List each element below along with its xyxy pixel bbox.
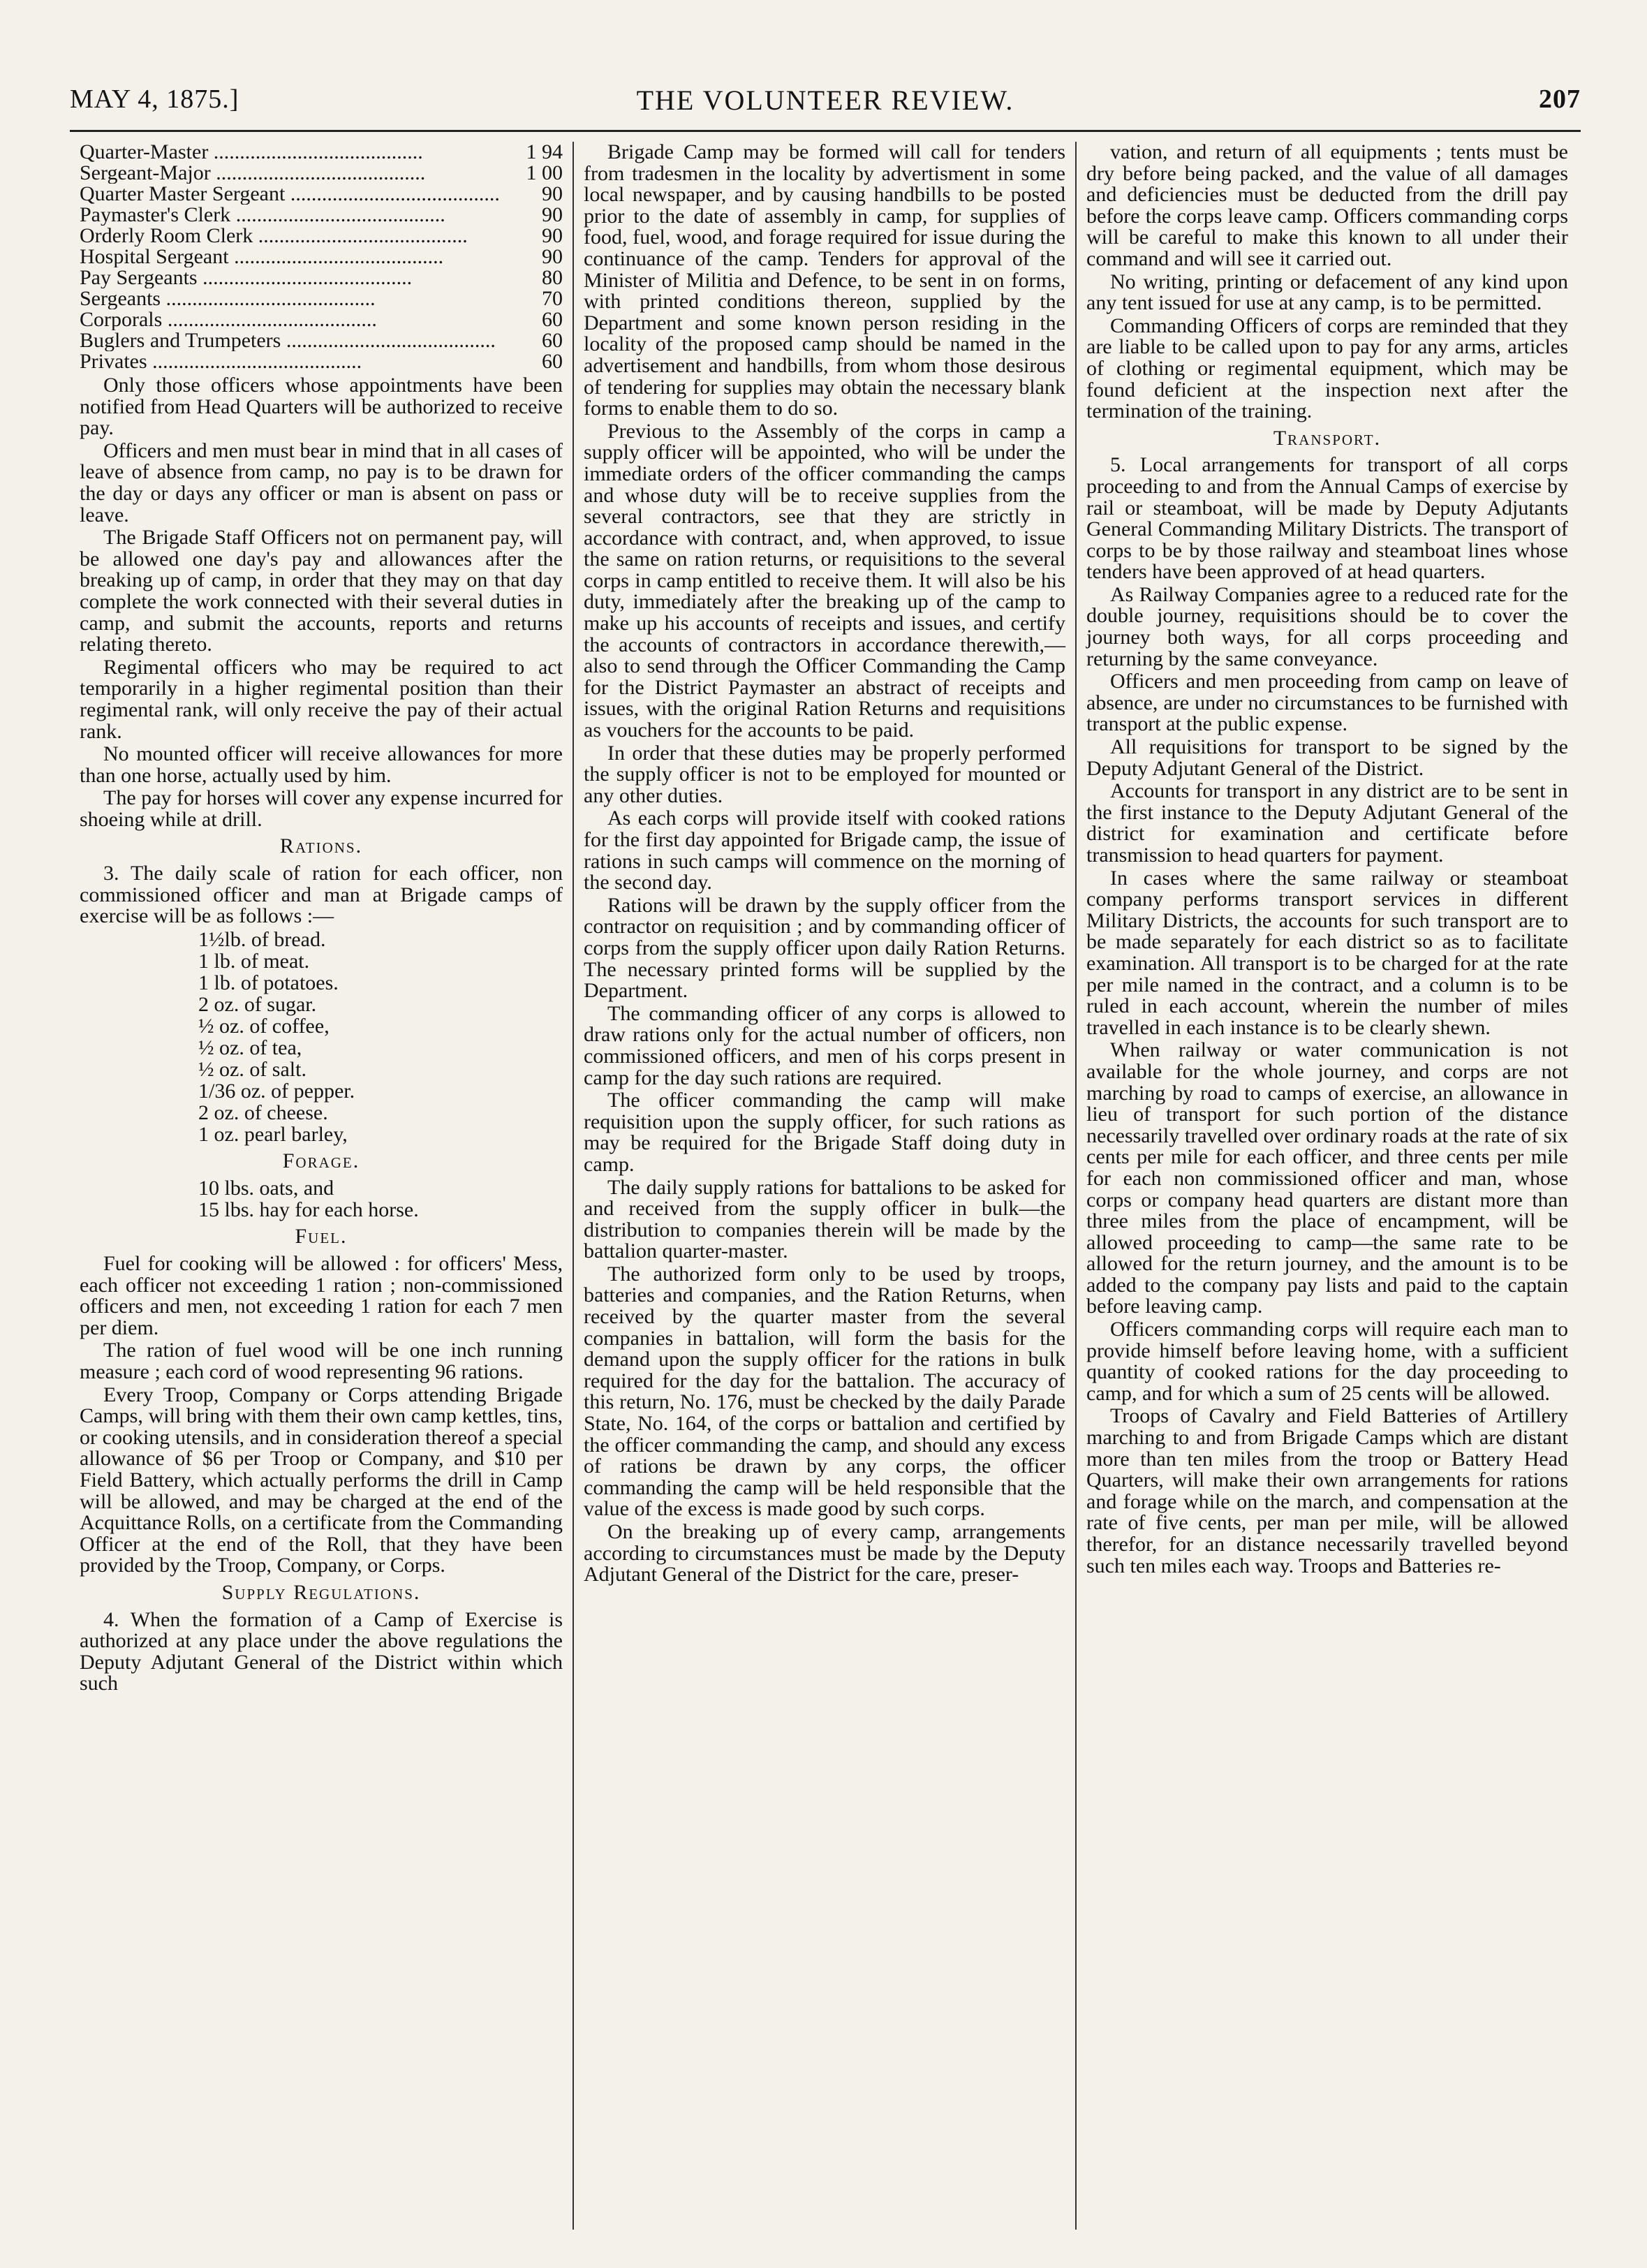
pay-amount: 60 [542, 308, 563, 331]
ration-item: 2 oz. of sugar. [198, 992, 317, 1016]
ration-item: 1 lb. of potatoes. [198, 971, 339, 994]
pay-amount: 90 [542, 182, 563, 205]
ration-item: 1/36 oz. of pepper. [198, 1079, 355, 1103]
pay-rank: Sergeants ........................................ [80, 288, 376, 309]
issue-date: MAY 4, 1875.] [70, 84, 239, 114]
ration-item: ½ oz. of tea, [198, 1036, 302, 1059]
fuel-paragraphs [80, 1253, 563, 1577]
ration-item: ½ oz. of coffee, [198, 1014, 330, 1038]
pay-rank: Hospital Sergeant ........................................ [80, 246, 444, 267]
paragraph: Officers commanding corps will require each man to provide himself before leaving home, with a sufficient quantity of cooked rations for the day proceeding to camp, and for which a sum of 25 cents will be allowed. [1086, 1318, 1568, 1405]
pay-rank: Buglers and Trumpeters ........................................ [80, 330, 496, 351]
pay-amount: 1 00 [526, 161, 563, 184]
paragraph: The authorized form only to be used by troops, batteries and companies, and the Ration Returns, when received by the quarter master from the several companies in battalion, will form the basis for the demand upon the supply officer for the rations in bulk required for the day for the battalion. The accuracy of this return, No. 176, must be checked by the daily Parade State, No. 164, of the corps or battalion and certified by the officer commanding the camp, and should any excess of rations be drawn by any corps, the officer commanding the camp will be held responsible that the value of the excess is made good by such corps. [584, 1262, 1065, 1521]
column-3 [1075, 142, 1578, 2230]
pay-rank: Corporals ........................................ [80, 309, 377, 330]
paragraph: Officers and men proceeding from camp on leave of absence, are under no circumstances to be furnished with transport at the public expense. [1086, 670, 1568, 736]
paragraph: Regimental officers who may be required to act temporarily in a higher regimental position than their regimental rank, will only receive the pay of their actual rank. [80, 655, 563, 743]
ration-item: 1½lb. of bread. [198, 927, 326, 951]
paragraph: The daily supply rations for battalions to be asked for and received from the supply officer in bulk—the distribution to companies therein will be made by the battalion quarter-master. [584, 1175, 1065, 1263]
paragraph: On the breaking up of every camp, arrangements according to circumstances must be made by the Deputy Adjutant General of the District for the care, preser- [584, 1520, 1065, 1586]
pay-amount: 60 [542, 329, 563, 352]
columns [70, 142, 1581, 2230]
paragraph: Commanding Officers of corps are reminded that they are liable to be called upon to pay for any arms, articles of clothing or regimental equipment, which may be found deficient at the inspection next after the termination of the training. [1086, 314, 1568, 423]
ration-list [198, 929, 563, 1145]
pay-amount: 80 [542, 266, 563, 289]
paragraph: Officers and men must bear in mind that in all cases of leave of absence from camp, no pay is to be drawn for the day or days any officer or man is absent on pass or leave. [80, 439, 563, 526]
header-rule [70, 130, 1581, 132]
paragraph: The officer commanding the camp will make requisition upon the supply officer, for such rations as may be required for the Brigade Staff doing duty in camp. [584, 1089, 1065, 1176]
paragraph: Rations will be drawn by the supply officer from the contractor on requisition ; and by commanding officer of corps from the supply officer upon daily Ration Returns. The necessary printed forms will be supplied by the Department. [584, 893, 1065, 1003]
paragraph: In order that these duties may be properly performed the supply officer is not to be employed for mounted or any other duties. [584, 741, 1065, 807]
paragraph: Accounts for transport in any district are to be sent in the first instance to the Deputy Adjutant General of the district for examination and certificate before transmission to head quarters for payment. [1086, 779, 1568, 867]
column-1-paragraphs-a [80, 375, 563, 830]
paragraph: Troops of Cavalry and Field Batteries of Artillery marching to and from Brigade Camps which are distant more than ten miles from the troop or Battery Head Quarters, will make their own arrangements for rations and forage while on the march, and compensation at the rate of five cents, per man per mile, will be allowed therefor, for an distance necessarily travelled beyond such ten miles each way. Troops and Batteries re- [1086, 1404, 1568, 1577]
paragraph: As each corps will provide itself with cooked rations for the first day appointed for Brigade camp, the issue of rations in such camps will commence on the morning of the second day. [584, 807, 1065, 894]
column-2-paragraphs [584, 142, 1065, 1586]
paragraph: vation, and return of all equipments ; tents must be dry before being packed, and the value of all damages and deficiencies must be deducted from the drill pay before the corps leave camp. Officers commanding corps will be careful to make this known to all under their command and will see it carried out. [1086, 142, 1568, 270]
paragraph: The ration of fuel wood will be one inch running measure ; each cord of wood representing 96 rations. [80, 1339, 563, 1383]
pay-rank: Quarter Master Sergeant ........................................ [80, 184, 500, 205]
column-2 [573, 142, 1075, 2230]
paragraph: When railway or water communication is not available for the whole journey, and corps are not marching by road to camps of exercise, an allowance in lieu of transport for such portion of the distance necessarily travelled over ordinary roads at the rate of six cents per mile for each officer, and three cents per mile for each non commissioned officer and man, whose corps or company head quarters are distant more than three miles from the place of encampment, will be allowed proceeding to camp—the same rate to be allowed for the return journey, and the amount is to be added to the company pay lists and paid to the captain before leaving camp. [1086, 1038, 1568, 1318]
paragraph: Fuel for cooking will be allowed : for officers' Mess, each officer not exceeding 1 ration ; non-commissioned officers and men, not exceeding 1 ration for each 7 men per diem. [80, 1252, 563, 1339]
pay-row [80, 184, 563, 205]
paragraph: As Railway Companies agree to a reduced rate for the double journey, requisitions should be to cover the journey both ways, for all corps proceeding and returning by the same conveyance. [1086, 582, 1568, 670]
column-1 [70, 142, 573, 2230]
pay-row [80, 330, 563, 351]
rations-heading: Rations. [279, 834, 363, 858]
pay-rank: Quarter-Master ........................................ [80, 142, 423, 163]
paragraph: The Brigade Staff Officers not on permanent pay, will be allowed one day's pay and allowances after the breaking up of camp, in order that they may on that day complete the work connected with their several duties in camp, and submit the accounts, reports and returns relating thereto. [80, 526, 563, 656]
pay-row [80, 351, 563, 372]
paragraph: Every Troop, Company or Corps attending Brigade Camps, will bring with them their own camp kettles, tins, or cooking utensils, and in consideration thereof a special allowance of $6 per Troop or Company, and $10 per Field Battery, which actually performs the drill in Camp will be allowed, and may be charged at the end of the Acquittance Rolls, on a certificate from the Commanding Officer at the end of the Roll, that they have been provided by the Troop, Company, or Corps. [80, 1383, 563, 1577]
paragraph: The pay for horses will cover any expense incurred for shoeing while at drill. [80, 786, 563, 831]
pay-amount: 60 [542, 350, 563, 373]
paragraph: All requisitions for transport to be signed by the Deputy Adjutant General of the District. [1086, 735, 1568, 780]
pay-rank: Sergeant-Major ........................................ [80, 163, 426, 184]
paragraph: No writing, printing or defacement of any kind upon any tent issued for use at any camp, is to be permitted. [1086, 270, 1568, 315]
supply-heading: Supply Regulations. [221, 1580, 421, 1604]
rations-intro: 3. The daily scale of ration for each officer, non commissioned officer and man at Brigade camps of exercise will be as follows :— [80, 862, 563, 928]
ration-item: ½ oz. of salt. [198, 1057, 306, 1081]
page-header [70, 84, 1581, 126]
pay-table [80, 142, 563, 372]
paragraph: Previous to the Assembly of the corps in camp a supply officer will be appointed, who will be under the immediate orders of the officer commanding the camps and whose duty will be to receive supplies from the several contractors, see that they are strictly in accordance with contract, and, when approved, to issue the same on ration returns, or requisitions to the several corps in camp entitled to receive them. It will also be his duty, immediately after the breaking up of the camp to make up his accounts of receipts and issues, and certify the accounts of contractors in accordance therewith,—also to send through the Officer Commanding the Camp for the District Paymaster an abstract of receipts and issues, with the original Ration Returns and requisitions as vouchers for the accounts to be paid. [584, 419, 1065, 742]
page-number: 207 [1539, 84, 1581, 114]
column-3-paragraphs-a [1086, 142, 1568, 422]
pay-row [80, 142, 563, 163]
pay-rank: Orderly Room Clerk ........................................ [80, 226, 468, 246]
pay-row [80, 226, 563, 246]
column-3-paragraphs-b [1086, 455, 1568, 1577]
pay-rank: Paymaster's Clerk ........................................ [80, 205, 445, 226]
pay-row [80, 246, 563, 267]
paragraph: 5. Local arrangements for transport of all corps proceeding to and from the Annual Camps of exercise by rail or steamboat, will be made by Deputy Adjutants General Commanding Military Districts. The transport of corps to be by those railway and steamboat lines whose tenders have been approved of at head quarters. [1086, 453, 1568, 584]
pay-rank: Pay Sergeants ........................................ [80, 267, 413, 288]
pay-row [80, 163, 563, 184]
paragraph: The commanding officer of any corps is allowed to draw rations only for the actual number of officers, non commissioned officers, and men of his corps present in camp for the day such rations are required. [584, 1001, 1065, 1089]
pay-row [80, 267, 563, 288]
paragraph: Brigade Camp may be formed will call for tenders from tradesmen in the locality by advertisment in some local newspaper, and by causing handbills to be posted prior to the date of assembly in camp, for supplies of food, fuel, wood, and forage required for issue during the continuance of the camp. Tenders for approval of the Minister of Militia and Defence, to be sent in on forms, with printed conditions thereon, supplied by the Department and some known person residing in the locality of the proposed camp should be named in the advertisement and handbills, from whom those desirous of tendering for supplies may obtain the necessary blank forms to enable them to do so. [584, 142, 1065, 420]
forage-heading: Forage. [282, 1149, 360, 1172]
transport-heading: Transport. [1273, 426, 1382, 450]
pay-rank: Privates ........................................ [80, 351, 362, 372]
pay-amount: 90 [542, 245, 563, 268]
pay-row [80, 288, 563, 309]
forage-item: 10 lbs. oats, and [198, 1177, 334, 1200]
forage-list [198, 1177, 563, 1221]
paragraph: No mounted officer will receive allowances for more than one horse, actually used by him. [80, 742, 563, 787]
fuel-heading: Fuel. [295, 1225, 348, 1249]
ration-item: 2 oz. of cheese. [198, 1100, 328, 1124]
forage-item: 15 lbs. hay for each horse. [198, 1198, 419, 1222]
ration-item: 1 oz. pearl barley, [198, 1122, 348, 1146]
pay-amount: 90 [542, 224, 563, 247]
ration-item: 1 lb. of meat. [198, 949, 310, 973]
supply-intro: 4. When the formation of a Camp of Exercise is authorized at any place under the above regulations the Deputy Adjutant General of the District within which such [80, 1607, 563, 1695]
pay-row [80, 205, 563, 226]
pay-amount: 70 [542, 287, 563, 310]
pay-row [80, 309, 563, 330]
pay-amount: 90 [542, 203, 563, 226]
paragraph: In cases where the same railway or steamboat company performs transport services in different Military Districts, the accounts for such transport are to be made separately for each district so as to facilitate examination. All transport is to be charged for at the rate per mile named in the contract, and a column is to be ruled in each account, wherein the number of miles travelled in each instance is to be clearly shewn. [1086, 866, 1568, 1039]
publication-title: THE VOLUNTEER REVIEW. [636, 84, 1014, 116]
pay-amount: 1 94 [526, 142, 563, 163]
paragraph: Only those officers whose appointments have been notified from Head Quarters will be authorized to receive pay. [80, 374, 563, 440]
